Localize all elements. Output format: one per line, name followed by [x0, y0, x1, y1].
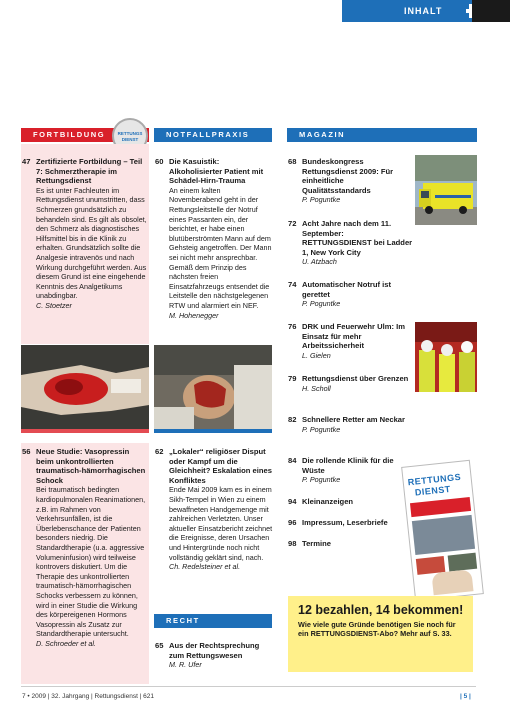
photo-patient: [154, 345, 272, 433]
toc-entry[interactable]: [288, 157, 413, 205]
cover-band: [410, 497, 471, 517]
page-number: 65: [155, 641, 164, 650]
page-number: 62: [155, 447, 164, 456]
section-label: NOTFALLPRAXIS: [166, 130, 250, 139]
page-number: 76: [288, 322, 297, 331]
photo-image: [415, 155, 477, 225]
promo-text: Wie viele gute Gründe benötigen Sie noch für ein RETTUNGSDIENST-Abo? Mehr auf S. 33.: [298, 620, 456, 639]
entry-title: Neue Studie: Vasopressin beim unkontrollierten traumatisch-hämorrhagischen Schock: [36, 447, 146, 485]
entry-author: P. Poguntke: [302, 424, 341, 434]
entry-author: M. Hohenegger: [169, 310, 219, 320]
badge-line2: DIENST: [121, 136, 139, 142]
section-tab: [342, 0, 510, 22]
photo-ambulance: [415, 155, 477, 225]
entry-author: D. Schroeder et al.: [36, 638, 96, 648]
entry-author: H. Scholl: [302, 383, 331, 393]
photo-image: [21, 345, 149, 433]
section-label: RECHT: [166, 616, 200, 625]
entry-teaser: Ende Mai 2009 kam es in einem Sikh-Tempel in Wien zu einem bewaffneten Handgemenge mit zahlreichen Verletzten. Unser aktueller Einsatzbericht zeichnet die Ereignisse, deren Ursachen und Hintergründe noch nicht vollständig geklärt sind, nach.: [169, 485, 273, 562]
entry-author: U. Atzbach: [302, 257, 337, 267]
toc-entry[interactable]: [155, 157, 273, 320]
entry-title: Rettungsdienst über Grenzen: [302, 374, 409, 383]
page-number: 60: [155, 157, 164, 166]
entry-teaser: Es ist unter Fachleuten im Rettungsdienst unumstritten, dass Schmerzen grundsätzlich zu behandeln sind. Es gilt als obsolet, den Schmerz als diagnostisches Hilfsmittel bis in die Klinik zu erhalten. Grundsätzlich sollte die Analgesie intravenös und nach Wirkung durchgeführt werden. Aus diesem Grund ist eine eingehende Kenntnis des Analgetikums unabdingbar.: [36, 185, 147, 301]
entry-title: Bundeskongress Rettungsdienst 2009: Für einheitliche Qualitätsstandards: [302, 157, 394, 195]
cover-title-line2: DIENST: [414, 483, 452, 498]
hand-holding-icon: [431, 569, 473, 595]
page-number: 79: [288, 374, 297, 383]
photo-firefighters: [415, 322, 477, 392]
section-tab-label: INHALT: [404, 6, 443, 16]
entry-title: Automatischer Notruf ist gerettet: [302, 280, 392, 299]
toc-entry[interactable]: [155, 641, 273, 670]
photo-image: [415, 322, 477, 392]
entry-title: Zertifizierte Fortbildung – Teil 7: Schmerztherapie im Rettungsdienst: [36, 157, 143, 186]
page-number: 94: [288, 497, 297, 506]
page-number: 74: [288, 280, 297, 289]
entry-title: Die rollende Klinik für die Wüste: [302, 456, 394, 475]
page-number-footer: | 5 |: [460, 693, 471, 700]
entry-title: Impressum, Leserbriefe: [302, 518, 388, 527]
toc-entry[interactable]: [22, 447, 148, 648]
cover-photo: [412, 515, 475, 555]
entry-author: L. Gielen: [302, 350, 331, 360]
section-bar-notfallpraxis: [154, 128, 272, 142]
photo-accent-bar: [21, 429, 149, 433]
cover-title-line1: RETTUNGS: [407, 471, 462, 488]
tab-dark-block: [472, 0, 510, 22]
entry-author: P. Poguntke: [302, 299, 341, 309]
promo-headline: 12 bezahlen, 14 bekommen!: [298, 603, 464, 617]
toc-entry[interactable]: [288, 280, 413, 309]
page-number: 96: [288, 518, 297, 527]
entry-title: Aus der Rechtsprechung zum Rettungswesen: [169, 641, 260, 660]
photo-accent-bar: [154, 429, 272, 433]
toc-entry[interactable]: [288, 374, 413, 393]
page-number: 82: [288, 415, 297, 424]
entry-teaser: Bei traumatisch bedingten kardiopulmonalen Reanimationen, z.B. im Rahmen von Verkehrsunfällen, ist die Überlebenschance der Patienten besonders niedrig. Die Standardtherapie (u.a. aggressive Volumeninfusion) wird teilweise kontrovers diskutiert. Um die Therapie des unkontrollierten traumatisch-hämorrhagischen Schocks verbessern zu können, wird in einer Studie die Wirkung des körpereigenen Hormons Vasopressin als Zusatz zur Standardtherapie untersucht.: [36, 485, 146, 639]
photo-image: [154, 345, 272, 433]
entry-title: Acht Jahre nach dem 11. September: RETTUNGSDIENST bei Ladder 1, New York City: [302, 219, 413, 257]
page-number: 98: [288, 539, 297, 548]
badge-line1: RETTUNGS: [117, 131, 143, 136]
entry-title: Schnellere Retter am Neckar: [302, 415, 405, 424]
entry-author: M. R. Ufer: [169, 660, 202, 670]
entry-title: Kleinanzeigen: [302, 497, 354, 506]
toc-entry[interactable]: [288, 539, 413, 549]
magazine-cover-image: [401, 460, 484, 601]
toc-entry[interactable]: [288, 518, 413, 528]
footer-info: 7 • 2009 | 32. Jahrgang | Rettungsdienst | 621: [22, 693, 155, 700]
entry-teaser: An einem kalten Novemberabend geht in der Rettungsleitstelle der Notruf eines Passanten ein, der berichtet, er habe einen blutüberströmten Mann auf dem Gehsteig angetroffen. Der Mann sei nicht mehr ansprechbar. Gemäß dem Prinzip des nächsten freien Einsatzfahrzeugs entsendet die Leitstelle den nächstgelegenen RTW und alarmiert ein NEF.: [169, 185, 272, 310]
page-number: 72: [288, 219, 297, 228]
toc-entry[interactable]: [288, 415, 413, 434]
entry-author: C. Stoetzer: [36, 300, 72, 310]
section-bar-magazin: [287, 128, 477, 142]
toc-entry[interactable]: [155, 447, 273, 572]
entry-title: Die Kasuistik: Alkoholisierter Patient mit Schädel-Hirn-Trauma: [169, 157, 264, 186]
page-number: 56: [22, 447, 31, 456]
toc-entry[interactable]: [288, 219, 413, 267]
entry-author: P. Poguntke: [302, 475, 341, 485]
entry-author: Ch. Redelsteiner et al.: [169, 562, 241, 572]
page-number: 47: [22, 157, 31, 166]
section-label: MAGAZIN: [299, 130, 346, 139]
toc-entry[interactable]: [288, 322, 413, 360]
page-number: 68: [288, 157, 297, 166]
page-number: 84: [288, 456, 297, 465]
toc-entry[interactable]: [288, 497, 413, 507]
footer-rule: [21, 686, 476, 687]
entry-title: „Lokaler“ religiöser Disput oder Kampf um die Gleichheit? Eskalation eines Konfliktes: [169, 447, 272, 485]
entry-title: Termine: [302, 539, 331, 548]
subscription-promo[interactable]: [288, 596, 473, 672]
section-label: FORTBILDUNG: [33, 130, 106, 139]
entry-title: DRK und Feuerwehr Ulm: Im Einsatz für mehr Arbeitssicherheit: [302, 322, 405, 351]
toc-entry[interactable]: [288, 456, 413, 485]
toc-entry[interactable]: [22, 157, 148, 311]
cover-thumb: [448, 553, 478, 572]
photo-injured-hand: [21, 345, 149, 433]
entry-author: P. Poguntke: [302, 195, 341, 205]
section-bar-recht: [154, 614, 272, 628]
